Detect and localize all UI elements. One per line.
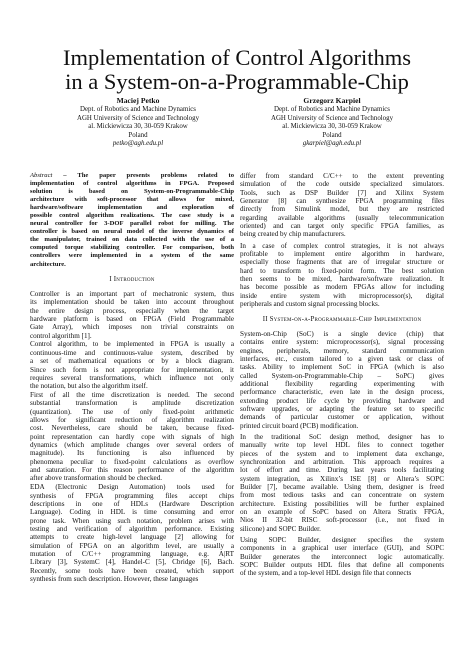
- text-line: after above transformation should be checked.: [30, 474, 163, 483]
- text-line: Since such form is not appropriate for implementation, it: [30, 365, 234, 374]
- text-line: from most tedious tasks and can concentrate on system: [240, 491, 444, 500]
- text-line: Generator [8] can synthesize FPGA programming files: [240, 197, 444, 206]
- section-heading-introduction: I Introduction: [109, 275, 155, 283]
- text-line: testing and verification of algorithm performance. Existing: [30, 525, 234, 534]
- text-line: control algorithm [1].: [30, 331, 92, 340]
- author-block: [38, 97, 238, 148]
- paragraph: [240, 433, 444, 533]
- text-line: interfaces, etc., custom tailored to a given task or class of: [240, 354, 444, 363]
- text-line: Recently, some tools have been created, which support: [30, 566, 234, 575]
- abstract-line: [30, 172, 234, 180]
- text-line: directly from Simulink model, but they are restricted: [240, 205, 444, 214]
- text-line: profitable to implement entire algorithm in hardware,: [240, 250, 444, 259]
- text-line: a set of mathematical equations or by a block diagram.: [30, 357, 234, 366]
- text-line: Control algorithm, to be implemented in FPGA is usually a: [30, 340, 234, 349]
- title-line: in a System-on-a-Programmable-Chip: [65, 69, 409, 94]
- text-line: magnitude). Its functioning is also influenced by: [30, 449, 234, 458]
- text-line: simulation of the code outside specialized simulators.: [240, 180, 444, 189]
- text-line: contains entire system: microprocessor(s), signal processing: [240, 338, 444, 347]
- text-line: Library [3], SystemC [4], Handel-C [5], Cbridge [6], Bach.: [30, 558, 234, 567]
- text-line: point representation can hardly cope with signals of high: [30, 432, 234, 441]
- text-line: lot of effort and time. During last years tools facilitating: [240, 466, 444, 475]
- text-line: descriptions in one of HDLs (Hardware Description: [30, 500, 234, 508]
- text-line: In the traditional SoC design method, designer has to: [240, 432, 444, 441]
- author-affiliation: Dept. of Robotics and Machine Dynamics: [80, 106, 196, 114]
- text-line: then seems to be mixed, hardware/software realization. It: [240, 275, 444, 284]
- text-line: substantial transformation is amplitude discretization: [30, 399, 234, 408]
- soc-body: [240, 330, 444, 578]
- abstract-line: neural controller for 3-DOF parallel robot for milling. The: [30, 220, 234, 228]
- author-country: Poland: [322, 131, 342, 139]
- text-line: mutation of C/C++ programming language, e.g. A|RT: [30, 550, 234, 559]
- text-line: differ from standard C/C++ to the extent preventing: [240, 172, 444, 180]
- author-country: Poland: [128, 131, 148, 139]
- text-line: and saturation. For this reason performance of the algorithm: [30, 466, 234, 475]
- author-email[interactable]: petko@agh.edu.pl: [112, 140, 164, 148]
- paragraph: [240, 330, 444, 430]
- text-line: extending product life cycle by providing hardware and: [240, 396, 444, 405]
- right-column: [240, 172, 444, 578]
- text-line: has become possible as modern FPGAs allow for including: [240, 283, 444, 292]
- text-line: synthesis of FPGA programming files accept chips: [30, 491, 234, 500]
- text-line: cost. Nevertheless, care should be taken, because fixed-: [30, 424, 234, 433]
- paragraph: [30, 483, 234, 583]
- paragraph: [240, 536, 444, 578]
- author-name: Grzegorz Karpiel: [303, 96, 361, 105]
- abstract-label: Abstract: [30, 172, 53, 179]
- text-line: System-on-Chip (SoC) is a single device (chip) that: [240, 329, 444, 338]
- author-name: Maciej Petko: [116, 96, 160, 105]
- text-line: Language). Coding in HDL is time consuming and error: [30, 508, 234, 517]
- text-line: simulation of FPGA on an algorithm level, are usually a: [30, 541, 234, 550]
- author-affiliation: Dept. of Robotics and Machine Dynamics: [274, 106, 390, 114]
- text-line: on an example of SoPC based on Altera Stratix FPGA,: [240, 508, 444, 517]
- introduction-paragraph: [240, 242, 444, 309]
- author-affiliation: AGH University of Science and Technology: [76, 114, 200, 122]
- author-affiliation: AGH University of Science and Technology: [270, 114, 394, 122]
- introduction-body: [30, 290, 234, 584]
- abstract-line: the manipulator, trained on data collected with the use of a: [30, 236, 234, 244]
- text-line: architecture. Existing possibilities will be further explained: [240, 499, 444, 508]
- text-line: called System-on-Programmable-Chip – SoPC) gives: [240, 371, 444, 380]
- paragraph: [30, 391, 234, 483]
- text-line: attempts to create high-level language [2] allowing for: [30, 533, 234, 542]
- text-line: hardware platform is based on FPGA (Field Programmable: [30, 314, 234, 323]
- text-line: Controller is an important part of mechatronic system, thus: [30, 289, 234, 298]
- text-line: SOPC Builder outputs HDL files that define all components: [240, 561, 444, 570]
- abstract-line: controller is based on neural model of the inverse dynamics of: [30, 228, 234, 236]
- text-line: continuous-time and continuous-value system, described by: [30, 348, 234, 357]
- text-line: being created by chip manufacturers.: [240, 230, 346, 239]
- text-line: pieces of the system and to implement data exchange,: [240, 449, 444, 458]
- left-column: [30, 172, 234, 583]
- text-line: tasks. Ability to implement SoC in FPGA (which is also: [240, 363, 444, 372]
- text-line: dynamics (which amplitude changes over several orders of: [30, 441, 234, 450]
- text-line: manually write top level HDL files to connect together: [240, 441, 444, 450]
- title-line: Implementation of Control Algorithms: [62, 45, 412, 70]
- text-line: of the system, and a top-level HDL design file that connects: [240, 569, 412, 578]
- text-line: hard to transform to fixed-point form. The best solution: [240, 266, 444, 275]
- introduction-continued: [240, 172, 444, 239]
- text-line: EDA (Electronic Design Automation) tools used for: [30, 483, 234, 492]
- text-line: In a case of complex control strategies, it is not always: [240, 241, 444, 250]
- text-line: oriented) and can target only specific FPGA families, as: [240, 222, 444, 231]
- paper-title: [0, 46, 474, 94]
- abstract-line: solution is based on System-on-Programmable-Chip: [30, 188, 234, 196]
- abstract: [30, 172, 234, 269]
- author-block: [232, 97, 432, 148]
- paragraph: [30, 290, 234, 340]
- text-line: synthesis from such description. However, these languages: [30, 575, 199, 584]
- abstract-line: possible control algorithm realizations. The case study is a: [30, 212, 234, 220]
- text-line: performance characteristic, even late in the design process,: [240, 388, 444, 397]
- text-line: allows for significant reduction of algorithm realization: [30, 416, 234, 425]
- text-line: printed circuit board (PCB) modification.: [240, 421, 359, 430]
- text-line: system integration, as Xilinx’s ISE [8] or Altera’s SOPC: [240, 474, 444, 483]
- text-line: Gate Array), which imposes non trivial constraints on: [30, 323, 234, 332]
- author-email[interactable]: gkarpiel@agh.edu.pl: [302, 140, 362, 148]
- abstract-line: architecture with soft-processor that allows for mixed,: [30, 196, 234, 204]
- text-line: Builder [7], became available. Using them, designer is freed: [240, 483, 444, 492]
- text-line: phenomena peculiar to fixed-point calculations as overflow: [30, 457, 234, 466]
- text-line: prone task. When using such notation, problem arises with: [30, 516, 234, 525]
- text-line: its implementation should be taken into account throughout: [30, 298, 234, 307]
- text-line: inside entire system with microprocessor(s), digital: [240, 291, 444, 300]
- text-line: especially those fragments that are of irregular structure or: [240, 258, 444, 267]
- text-line: the notation, but also the algorithm itself.: [30, 382, 148, 391]
- text-line: silicone) and SOPC Builder.: [240, 524, 321, 533]
- abstract-line: computed torque stabilizing controller. For comparison, both: [30, 244, 234, 252]
- text-line: the entire design process, especially when the target: [30, 306, 234, 315]
- text-line: synchronization and arbitration. This approach requires a: [240, 458, 444, 466]
- text-line: additional flexibility regarding experimenting with: [240, 379, 444, 388]
- text-line: components in a graphical user interface (GUI), and SOPC: [240, 544, 444, 553]
- text-line: software upgrades, or adapting the feature set to specific: [240, 404, 444, 413]
- text-line: peripherals and custom signal processing blocks.: [240, 300, 380, 309]
- text-line: Nios II 32-bit RISC soft-processor (i.e., not fixed in: [240, 516, 444, 525]
- text-line: (quantization). The use of only fixed-point arithmetic: [30, 407, 234, 416]
- abstract-line: architecture.: [30, 260, 66, 268]
- text-line: Builder generates the interconnect logic automatically.: [240, 552, 444, 561]
- text-line: regarding available algorithms (usually telecommunication: [240, 213, 444, 222]
- section-heading-soc: II System-on-a-Programmable-Chip Implementation: [262, 315, 422, 323]
- abstract-line: hardware/software implementation and exploration of: [30, 204, 234, 212]
- abstract-text: – The paper presents problems related to: [52, 172, 234, 179]
- text-line: engines, peripherals, memory, standard communication: [240, 346, 444, 355]
- text-line: demands of particular customer or application, without: [240, 413, 444, 422]
- author-address: al. Mickiewicza 30, 30-059 Krakow: [282, 123, 382, 131]
- text-line: requires several transformations, which influence not only: [30, 373, 234, 382]
- abstract-line: implementation of control algorithms in FPGA. Proposed: [30, 180, 234, 188]
- abstract-line: controllers were implemented in a system of the same: [30, 252, 234, 260]
- paragraph: [30, 340, 234, 390]
- text-line: Using SOPC Builder, designer specifies the system: [240, 536, 444, 545]
- text-line: First of all the time discretization is needed. The second: [30, 391, 234, 400]
- author-address: al. Mickiewicza 30, 30-059 Krakow: [88, 123, 188, 131]
- text-line: Tools, such as DSP Builder [7] and Xilinx System: [240, 188, 444, 197]
